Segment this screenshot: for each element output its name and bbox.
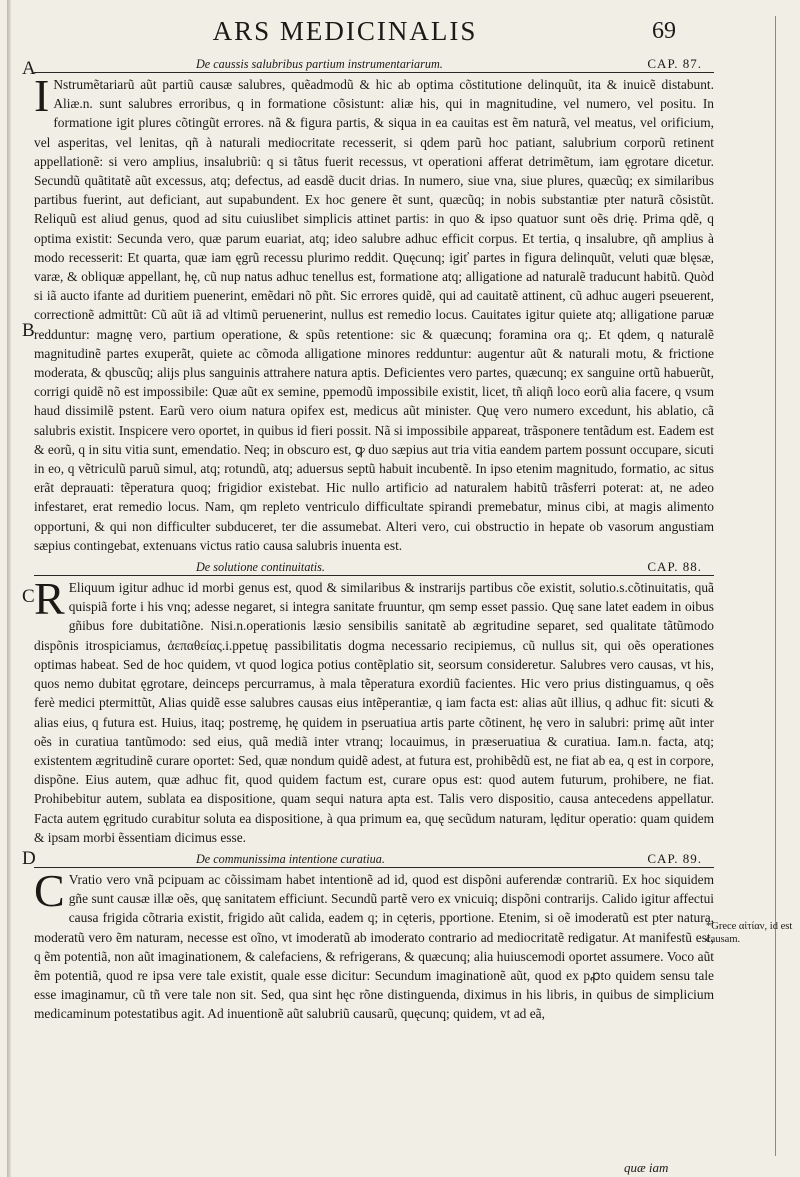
chapter-number: CAP. 89. bbox=[647, 850, 702, 866]
chapter-text bbox=[34, 573, 714, 847]
margin-letter-c: C bbox=[22, 586, 35, 607]
page-number: 69 bbox=[652, 18, 676, 44]
chapter-heading bbox=[34, 559, 714, 576]
text-block bbox=[34, 56, 714, 1028]
running-title: ARS MEDICINALIS bbox=[212, 16, 478, 46]
chapter-89 bbox=[34, 851, 714, 1024]
page-gutter bbox=[7, 0, 11, 1177]
margin-letter-d: D bbox=[22, 848, 36, 869]
catchword: quæ iam bbox=[624, 1160, 669, 1175]
chapter-heading bbox=[34, 851, 714, 868]
drop-initial: C bbox=[34, 864, 65, 916]
chapter-number: CAP. 87. bbox=[647, 56, 702, 71]
marginal-note: *Grece αἰτίαν, id est causam. bbox=[706, 921, 793, 945]
paragraph-body: Eliquum igitur adhuc id morbi genus est, quod & similaribus & instrarijs partibus cõe existit, solutio.s.cõtinuitatis, quã quispiã forte i his vnq; adesse negaret, si integra sanitate fruuntur, qm semp esset passio. Quę sane latet eadem in oibus gñibus fore dubitatiõne. Nisi.n.operationis læsio sensibilis sanitatẽ ab ægritudine separet, sed qualitate tãtũmodo dispõnis itrospiciamus, ἀεπαθείας.i.ppetuę passibilitatis dogma necessario recipiemus, cũ nullus sit, qui oẽs operationes optimas habeat. Sed de hoc quidem, vt quod logica potius contẽplatio sit, seorsum consideretur. Salubres vero causas, vt his, quos nemo dubitat ęgrotare, deinceps percurramus, à mala tẽperatura exordiũ facientes. Hic vero prius distinguamus, q oẽs ferè medici ptermittũt, Alias quidẽ esse salubres causas eius intẽperantiæ, q iam facta est: alias aũt illius, q adhuc fit: sicuti & alias eius, q futura est. Huius, itaq; postremę, hę quidem in pseruatiua artis parte cõtinent, hę vero in salubri: primę aũt inter oẽs in curatiua tantũmodo: sed eius, quã mediã inter vtranq; locauimus, in præseruatiua & curatiua. Iam.n. facta, atq; existentem ægritudinẽ curare oportet: Sed, quæ nondum quidẽ adest, at futura est, prohibẽdũ est, ne fiat ab ea, q est in corpore, dispõne. Eius autem, quæ adhuc fit, quod quidem factum est, curare opus est: quod autem futurum, prohibere, ne fiat. Prohibebitur autem, sublata ea dispositione, quam sequi natura apta est. Talis vero dispositio, causa antecedens appellatur. Facta autem ęgritudo curabitur soluta ea dispositione, à qua primum ea, quę secũdum naturam, lęditur operatio: quam quidem & ipsam morbi ẽssentiam dicimus esse. bbox=[34, 580, 714, 845]
chapter-87 bbox=[34, 56, 714, 555]
paragraph-body: Vratio vero vnã pcipuam ac cõissimam habet intentionẽ ad id, quod est dispõni auferendæ contrariũ. Ex hoc siquidem gñe sunt causæ illæ oẽs, quę sanitatem efficiunt. Secundũ partẽ vero ex vnicuiq; dispõni contrarijs. Calido igitur affectui causa frigida cõtraria existit, frigido aũt calida, eadem q; in cęteris, pportione. Etenim, si oẽ imoderatũ est pter natura, moderatũ vero ẽm naturam, necesse est oĩno, vt imoderatũ ab imoderato contrario ad mediocritatẽ redigatur. At manifestũ est, q ẽm potentiã, non aũt imaginationem, & calefaciens, & refrigerans, & quæcunq; alia huiuscemodi oportet assumere. Voco aũt ẽm potentiã, quod re ipsa vere tale existit, quale esse dicitur: Secundum imaginationẽ aũt, quod ex pꝓto quidem sensu tale esse imaginamur, cũ tñ vere tale non sit. Sed, qua sint hęc rõne distinguenda, diximus in his libris, in quibus de simplicium medicaminum potestatibus agit. Ad inuentionẽ aũt salubriũ causarũ, quęcunq; quidem, vt ad eã, bbox=[34, 871, 714, 1022]
chapter-heading bbox=[34, 56, 714, 73]
drop-initial: R bbox=[34, 573, 65, 625]
chapter-title: De caussis salubribus partium instrumentariarum. bbox=[196, 57, 443, 71]
chapter-88 bbox=[34, 559, 714, 847]
margin-letter-a: A bbox=[22, 58, 36, 79]
paragraph-body: Nstrumẽtariarũ aũt partiũ causæ salubres, quẽadmodũ & hic ab optima cõstitutione delinquũt, ita & inuicẽ distabunt. Aliæ.n. sunt salubres erroribus, q in formatione cõsistunt: aliæ his, qui in magnitudine, vel numero, vel positu. In formatione igit plures cõtingũt errores. nã & figura partis, & siqua in ea cauitas est ẽm naturã, vel meatus, vel orificium, vel asperitas, vel lenitas, qñ à naturali mediocritate recesserit, si qdem parũ hoc patiant, salubrium corporũ retinent appellationẽ: si vero amplius, insalubriũ: q si tãtus fuerit recessus, vt operationi afferat detrimẽtum, iam ęgrotare dicetur. Secundũ quãtitatẽ aũt excessus, atq; defectus, ad easdẽ ducit drias. In numero, siue vna, siue plures, quæcũq; ex similaribus partibus fuerint, aut deficiant, aut supabundent. Ex hoc genere ẽt sunt, quæcũq; in nobis substantiæ pter naturã cõsistũt. Reliquũ est aliud genus, quod ad situ cuiuslibet simplicis attinet partis: in quo & ipso quatuor sunt oẽs drię. Prima qdẽ, q optima existit: Secunda vero, quæ parum euariat, atq; ideo salubre adhuc efficit corpus. Et tertia, q insalubre, qñ amplius à modo recesserit: Et quarta, quæ iam ęgrũ recessu plurimo reddit. Quęcunq; igiť partes in figura delinquũt, veluti quæ blęsæ, varæ, & obliquæ appellant, hę, cũ nup natus adhuc tenellus est, formatione atq; alligatione ad naturalẽ traducunt habitũ. Quòd si iã aucto ifante ad duritiem puenerint, emẽdari nõ pñt. Sic errores quidẽ, qui ad cauitatẽ attinent, cũ adhuc augeri pseuerent, correctionẽ admittũt: Cũ aũt iã ad vltimũ peruenerint, nullus est remedio locus. Cauitates igitur quiete atq; alligatione paruæ redduntur: magnę vero, partium operatione, & spũs retentione: sic & quæcunq; foramina ora q;. Et qdem, q naturalẽ magnitudinẽ partes exuperãt, quiete ac cõmoda alligatione minores redduntur: augentur aũt & naturali motu, & frictione moderata, & qbuscũq; alijs plus sanguinis attrahere natura aptis. Deficientes vero partes, quæcunq; ex sanguine ortũ habuerũt, corrigi quidẽ nõ est impossibile: Quæ aũt ex semine, ppemodũ impossibile existit, licet, tñ aliqñ loco eorũ alia facere, q vsum haud dissimilẽ pstent. Earũ vero oium natura opifex est, medicus aũt minister. Quę vero numero excedunt, his ablatio, cã salubris existit. Inspicere vero oportet, in quibus id fieri possit. Nã si impossibile appareat, trãsponere tentãdum est. Eadem est & eorũ, q in situ vitia sunt, emendatio. Neq; in obscuro est, ꝙ duo sæpius aut tria vitia eandem partem possunt occupare, sicuti in eo, q vẽtriculũ paruũ simul, atq; rotundũ, atq; aduersus septũ habuit incubentẽ. In ipso etenim magnitudo, formatio, ac situs erãt deprauati: tẽperatura quoq; frigidior existebat. Hic nullo artificio ad naturalem habitũ trãsferri poterat: at, ne adeo infestaret, erat remedio locus. Nam, qm repleto ventriculo difficultate spirandi premebatur, minus cibi, at magis alimento opportuni, & qui non difficulter subduceret, ter die assumebat. Alteri vero, cui obstructio in hepate ob vasorum angustiam sæpius contingebat, extenuans victus ratio causa salubris inuenta est. bbox=[34, 77, 714, 553]
chapter-text bbox=[34, 70, 714, 555]
drop-initial: I bbox=[34, 70, 50, 121]
margin-rule bbox=[775, 16, 776, 1156]
chapter-text bbox=[34, 864, 714, 1024]
chapter-title: De solutione continuitatis. bbox=[196, 560, 325, 575]
chapter-title: De communissima intentione curatiua. bbox=[196, 851, 385, 866]
margin-letter-b: B bbox=[22, 320, 35, 341]
chapter-number: CAP. 88. bbox=[647, 559, 702, 575]
